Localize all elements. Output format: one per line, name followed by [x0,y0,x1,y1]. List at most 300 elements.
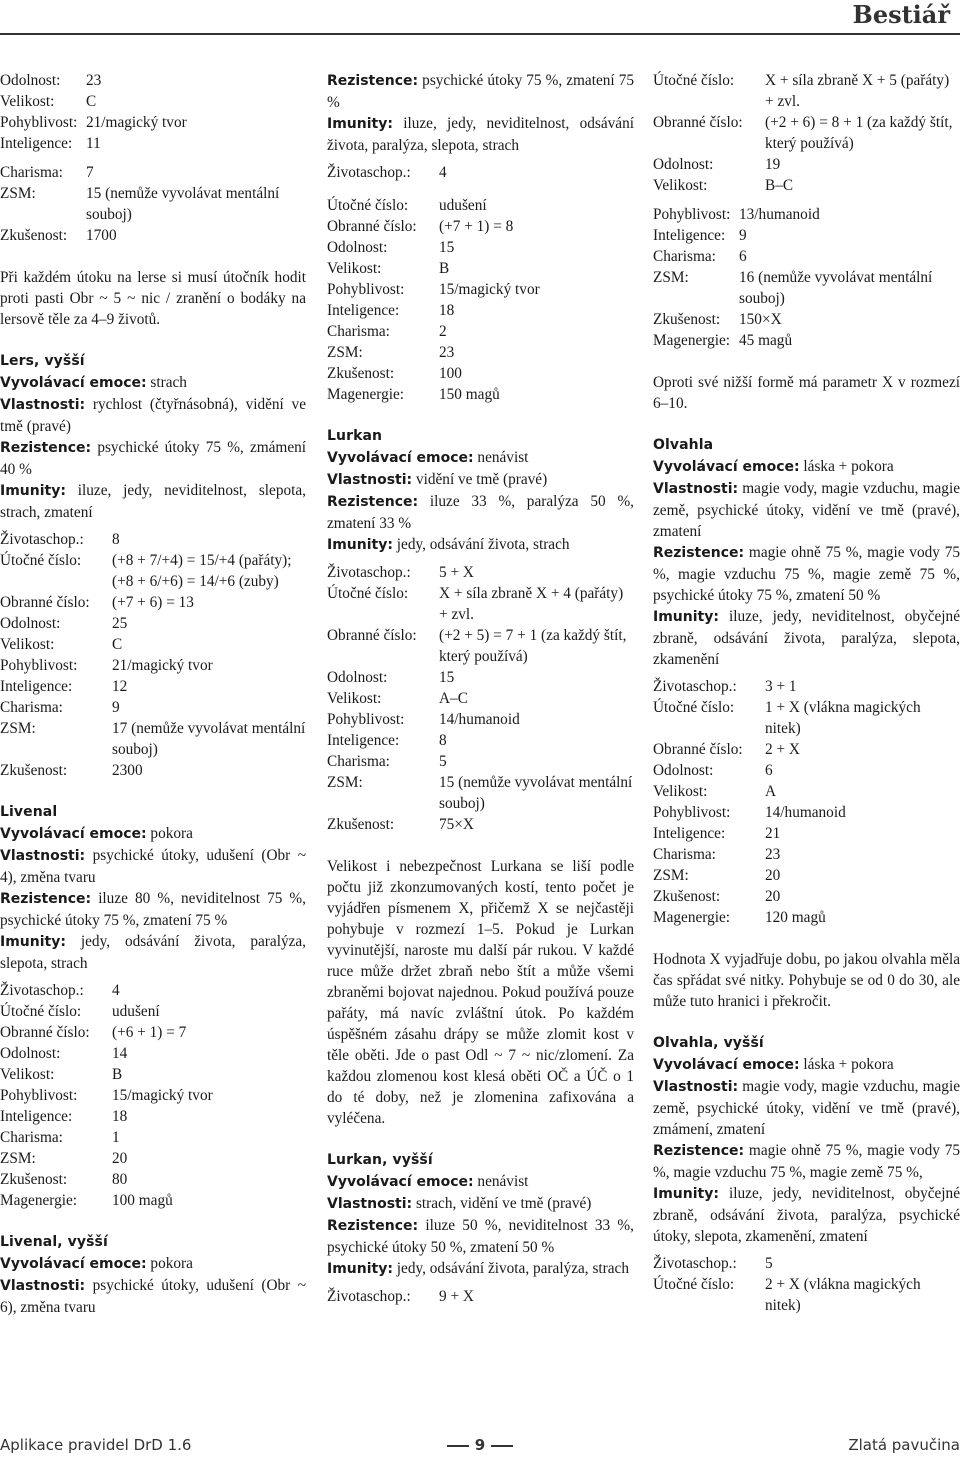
stat-label: Pohyblivost: [653,804,731,821]
stat-label: Obranné číslo: [653,114,743,131]
stat-value: 15/magický tvor [112,1087,213,1104]
property-line [0,931,306,974]
property-text: láska + pokora [803,458,894,475]
stat-label: Charisma: [327,753,390,770]
stat-row [327,688,634,709]
property-label: Vyvolávací emoce: [653,459,800,475]
stat-row [0,980,306,1001]
stat-label: Velikost: [0,636,55,653]
property-label: Vyvolávací emoce: [0,826,147,842]
paragraph: Oproti své nižší formě má parametr X v rozmezí 6–10. [653,374,960,412]
stat-label: Odolnost: [0,1045,61,1062]
stat-value: 20 [112,1150,128,1167]
stat-label: Útočné číslo: [327,197,409,214]
stat-row [0,676,306,697]
stat-value: 23 [86,72,102,89]
property-label: Rezistence: [327,1218,419,1234]
property-text: magie vody, magie vzduchu, magie země, psychické útoky, vidění ve tmě (pravé), zmatení [653,480,960,540]
property-text: nenávist [477,449,529,466]
property-label: Imunity: [327,537,393,553]
property-line [653,606,960,670]
property-text: strach, vidění ve tmě (pravé) [415,1195,592,1212]
footer-left: Aplikace pravidel DrD 1.6 [0,1436,192,1454]
stat-value: (+8 + 7/+4) = 15/+4 (pařáty); (+8 + 6/+6) = 14/+6 (zuby) [112,552,292,590]
stat-value: 17 (nemůže vyvolávat mentální souboj) [112,720,306,758]
stat-value: 150 magů [439,386,500,403]
stat-row [0,718,306,760]
property-label: Imunity: [0,934,66,950]
property-line [0,1275,306,1318]
stat-label: Odolnost: [0,615,61,632]
stat-value: 100 [439,365,462,382]
stat-row [653,246,960,267]
stat-row [327,751,634,772]
stat-label: Charisma: [653,846,716,863]
property-line [653,542,960,606]
stat-label: Inteligence: [653,227,726,244]
stat-label: Odolnost: [653,156,714,173]
property-label: Imunity: [653,609,719,625]
stat-label: Pohyblivost: [0,657,78,674]
stat-block [327,1286,634,1307]
stat-value: 5 [439,753,447,770]
property-line [653,456,960,478]
property-label: Vlastnosti: [0,1278,86,1294]
property-label: Vlastnosti: [0,397,86,413]
property-line [327,1171,634,1193]
stat-value: 15/magický tvor [439,281,540,298]
stat-row [327,279,634,300]
stat-label: Magenergie: [653,332,731,349]
property-label: Vlastnosti: [0,848,86,864]
stat-row [327,162,634,183]
stat-row [653,267,960,309]
stat-label: Velikost: [327,690,382,707]
footer-right: Zlatá pavučina [848,1436,960,1454]
property-text: vidění ve tmě (pravé) [415,471,548,488]
stat-label: Pohyblivost: [327,281,405,298]
property-line [0,394,306,437]
stat-row [0,1106,306,1127]
property-label: Vyvolávací emoce: [327,1174,474,1190]
stat-value: 3 + 1 [765,678,797,695]
property-line [653,1183,960,1247]
stat-row [0,1169,306,1190]
stat-label: Útočné číslo: [653,699,735,716]
stat-block [653,70,960,196]
stat-label: Obranné číslo: [327,627,417,644]
stat-value: (+2 + 6) = 8 + 1 (za každý štít, který používá) [765,114,953,152]
property-line [653,1140,960,1183]
property-line [0,437,306,480]
section-heading: Olvahla, vyšší [653,1035,764,1051]
stat-label: Magenergie: [327,386,405,403]
stat-label: Charisma: [653,248,716,265]
property-line [0,845,306,888]
property-label: Rezistence: [0,891,92,907]
stat-value: 16 (nemůže vyvolávat mentální souboj) [739,269,933,307]
stat-row [653,70,960,112]
property-label: Imunity: [327,1261,393,1277]
stat-value: (+7 + 1) = 8 [439,218,514,235]
property-line [327,491,634,534]
stat-row [0,550,306,592]
stat-label: Inteligence: [327,302,400,319]
stat-block [653,1253,960,1316]
stat-label: Životaschop.: [327,1288,411,1305]
page-footer [0,1436,960,1460]
property-label: Rezistence: [653,1143,745,1159]
stat-row [327,709,634,730]
property-text: iluze, jedy, neviditelnost, odsávání života, paralýza, slepota, strach [327,115,634,154]
stat-value: 21 [765,825,781,842]
stat-value: 15 (nemůže vyvolávat mentální souboj) [86,185,280,223]
stat-row [653,225,960,246]
stat-value: 45 magů [739,332,793,349]
stat-label: Obranné číslo: [0,1024,90,1041]
stat-row [0,1043,306,1064]
stat-label: Zkušenost: [653,311,721,328]
property-text: jedy, odsávání života, paralýza, strach [396,1260,629,1277]
stat-label: ZSM: [0,185,36,202]
property-line [327,469,634,491]
stat-row [653,112,960,154]
stat-value: 15 (nemůže vyvolávat mentální souboj) [439,774,633,812]
property-text: iluze 50 %, neviditelnost 33 %, psychické útoky 50 %, zmatení 50 % [327,1217,634,1256]
property-line [327,534,634,556]
stat-value: 2 + X [765,741,800,758]
stat-row [0,1127,306,1148]
property-label: Imunity: [327,116,393,132]
stat-block [0,529,306,781]
stat-row [653,802,960,823]
property-label: Vyvolávací emoce: [0,375,147,391]
property-line [327,1193,634,1215]
stat-label: ZSM: [327,774,363,791]
stat-value: 9 + X [439,1288,474,1305]
stat-label: Útočné číslo: [0,552,82,569]
stat-value: 9 [112,699,120,716]
property-line [0,480,306,523]
stat-row [327,258,634,279]
stat-value: 1 [112,1129,120,1146]
property-label: Rezistence: [327,73,419,89]
stat-block [327,195,634,405]
stat-block [653,676,960,928]
stat-label: Odolnost: [653,762,714,779]
stat-label: Zkušenost: [0,1171,68,1188]
stat-value: 1700 [86,227,117,244]
stat-label: Životaschop.: [653,678,737,695]
property-label: Rezistence: [0,440,92,456]
stat-label: Inteligence: [653,825,726,842]
stat-row [653,781,960,802]
section-heading: Lurkan, vyšší [327,1152,433,1168]
stat-value: 6 [765,762,773,779]
stat-block [0,162,306,246]
property-label: Imunity: [653,1186,719,1202]
stat-label: Útočné číslo: [653,72,735,89]
stat-block [653,204,960,351]
stat-value: 13/humanoid [739,206,820,223]
stat-value: C [86,93,97,110]
stat-row [327,195,634,216]
stat-label: Inteligence: [0,1108,73,1125]
property-line [327,447,634,469]
stat-row [327,814,634,835]
stat-label: Odolnost: [0,72,61,89]
stat-row [0,1190,306,1211]
stat-label: Obranné číslo: [653,741,743,758]
property-line [653,1076,960,1140]
property-label: Vlastnosti: [327,472,413,488]
stat-label: Zkušenost: [327,816,395,833]
stat-row [0,225,306,246]
stat-row [653,175,960,196]
stat-row [0,1085,306,1106]
stat-value: 23 [439,344,455,361]
paragraph: Velikost i nebezpečnost Lurkana se liší podle počtu již zkonzumovaných kostí, tento počet je vyjádřen písmenem X, přičemž X se nejčastěji pohybuje v rozmezí 1–5. Pokud je Lurkan vyvinutější, naroste mu další pár rukou. V každé ruce může držet zbraň nebo štít a může všemi zbraněmi bojovat najednou. Pokud používá pouze pařáty, má navíc zvláštní útok. Po každém úspěšném zásahu drápy se může zlomit kost v těle oběti. Jde o past Odl ~ 7 ~ nic/zlomení. Za každou zlomenou kost klesá oběti OČ a ÚČ o 1 do té doby, než je zlomenina zafixována a vyléčena. [327,858,634,1127]
stat-value: X + síla zbraně X + 5 (pařáty) + zvl. [765,72,950,110]
property-label: Imunity: [0,483,66,499]
stat-block [0,980,306,1211]
stat-value: 2 [439,323,447,340]
stat-value: 75×X [439,816,474,833]
stat-label: Životaschop.: [0,982,84,999]
stat-value: A [765,783,777,800]
stat-value: (+6 + 1) = 7 [112,1024,187,1041]
stat-label: ZSM: [327,344,363,361]
stat-row [653,865,960,886]
stat-value: 80 [112,1171,128,1188]
property-text: iluze, jedy, neviditelnost, obyčejné zbraně, odsávání života, paralýza, slepota, zkamenění [653,608,960,668]
stat-row [327,1286,634,1307]
stat-value: 7 [86,164,94,181]
stat-value: 150×X [739,311,782,328]
property-line [327,113,634,156]
property-label: Vyvolávací emoce: [327,450,474,466]
stat-row [653,886,960,907]
property-line [0,1253,306,1275]
stat-block [327,562,634,835]
stat-label: Charisma: [0,164,63,181]
stat-label: Velikost: [653,177,708,194]
stat-row [327,237,634,258]
stat-block [327,162,634,183]
stat-label: ZSM: [653,867,689,884]
property-text: nenávist [477,1173,529,1190]
stat-label: Zkušenost: [0,762,68,779]
stat-label: Pohyblivost: [0,114,78,131]
stat-label: Pohyblivost: [0,1087,78,1104]
stat-label: Inteligence: [0,678,73,695]
stat-row [0,1022,306,1043]
stat-label: Velikost: [0,93,55,110]
property-text: psychické útoky 75 %, zmámení 40 % [0,439,307,478]
page-title: Bestiář [852,0,950,29]
stat-value: 6 [739,248,747,265]
stat-label: Obranné číslo: [327,218,417,235]
stat-row [327,625,634,667]
stat-value: 19 [765,156,781,173]
stat-label: ZSM: [0,1150,36,1167]
stat-value: 15 [439,239,455,256]
property-text: rychlost (čtyřnásobná), vidění ve tmě (pravé) [0,396,306,435]
stat-row [653,907,960,928]
property-text: iluze, jedy, neviditelnost, obyčejné zbraně, odsávání života, paralýza, psychické útoky, slepota, zkamenění, zmatení [653,1185,960,1245]
property-text: jedy, odsávání života, paralýza, slepota, strach [0,933,306,972]
stat-row [0,112,306,133]
property-text: strach [150,374,187,391]
stat-row [653,760,960,781]
page-number-text: 9 [474,1436,486,1454]
stat-value: 100 magů [112,1192,173,1209]
property-text: iluze 80 %, neviditelnost 75 %, psychické útoky 75 %, zmatení 75 % [0,890,306,929]
stat-label: Obranné číslo: [0,594,90,611]
property-line [327,1258,634,1280]
stat-value: B [439,260,450,277]
stat-label: Velikost: [327,260,382,277]
property-label: Rezistence: [327,494,419,510]
stat-value: 4 [439,164,447,181]
stat-value: 120 magů [765,909,826,926]
stat-row [0,529,306,550]
stat-value: 9 [739,227,747,244]
stat-value: udušení [112,1003,160,1020]
stat-row [653,676,960,697]
stat-value: B [112,1066,123,1083]
stat-value: 23 [765,846,781,863]
stat-value: 2 + X (vlákna magických nitek) [765,1276,921,1314]
stat-label: Životaschop.: [0,531,84,548]
section-heading: Livenal, vyšší [0,1234,108,1250]
stat-label: Útočné číslo: [327,585,409,602]
property-label: Vyvolávací emoce: [653,1057,800,1073]
stat-row [653,154,960,175]
stat-block [0,70,306,154]
stat-value: (+7 + 6) = 13 [112,594,194,611]
stat-label: Útočné číslo: [0,1003,82,1020]
paragraph: Hodnota X vyjadřuje dobu, po jakou olvahla měla čas spřádat své nitky. Pohybuje se od 0 do 30, ale může tuto hranici i překročit. [653,951,960,1010]
property-line [0,372,306,394]
stat-row [653,309,960,330]
stat-row [653,1253,960,1274]
stat-value: 14 [112,1045,128,1062]
stat-row [653,697,960,739]
stat-row [327,342,634,363]
stat-value: udušení [439,197,487,214]
stat-label: Inteligence: [327,732,400,749]
header-rule [0,33,960,35]
stat-label: Odolnost: [327,669,388,686]
stat-value: B–C [765,177,794,194]
stat-label: Velikost: [0,1066,55,1083]
property-line [653,1054,960,1076]
stat-value: 25 [112,615,128,632]
stat-row [327,321,634,342]
stat-row [0,613,306,634]
stat-row [0,162,306,183]
stat-row [327,667,634,688]
property-text: láska + pokora [803,1056,894,1073]
stat-row [327,216,634,237]
stat-value: 21/magický tvor [86,114,187,131]
stat-row [653,823,960,844]
stat-row [0,70,306,91]
section-heading: Lers, vyšší [0,353,85,369]
stat-value: 15 [439,669,455,686]
stat-label: Inteligence: [0,135,73,152]
stat-value: A–C [439,690,468,707]
stat-row [327,730,634,751]
stat-value: C [112,636,123,653]
stat-value: 2300 [112,762,143,779]
stat-value: 5 + X [439,564,474,581]
stat-label: Magenergie: [653,909,731,926]
stat-row [0,183,306,225]
paragraph: Při každém útoku na lerse si musí útočník hodit proti pasti Obr ~ 5 ~ nic / zranění o bodáky na lersově těle za 4–9 životů. [0,269,306,328]
stat-value: 4 [112,982,120,999]
property-text: magie vody, magie vzduchu, magie země, psychické útoky, vidění ve tmě (pravé), zmámení, zmatení [653,1078,960,1138]
stat-value: 20 [765,867,781,884]
stat-label: Zkušenost: [653,888,721,905]
stat-row [0,760,306,781]
stat-label: Životaschop.: [327,564,411,581]
property-line [0,888,306,931]
stat-label: Pohyblivost: [327,711,405,728]
property-text: jedy, odsávání života, strach [396,536,570,553]
stat-label: Velikost: [653,783,708,800]
stat-row [327,772,634,814]
property-text: psychické útoky 75 %, zmatení 75 % [327,72,634,111]
stat-value: (+2 + 5) = 7 + 1 (za každý štít, který používá) [439,627,627,665]
column-right [653,70,960,1337]
stat-row [327,562,634,583]
stat-row [0,1064,306,1085]
section-heading: Olvahla [653,437,714,453]
property-label: Vlastnosti: [327,1196,413,1212]
stat-label: Životaschop.: [327,164,411,181]
property-label: Vlastnosti: [653,481,739,497]
property-text: magie ohně 75 %, magie vody 75 %, magie vzduchu 75 %, magie země 75 %, psychické útoky 75 %, zmatení 50 % [653,544,960,604]
stat-row [0,592,306,613]
stat-row [653,330,960,351]
stat-row [0,1001,306,1022]
section-heading: Livenal [0,804,58,820]
stat-label: Charisma: [0,1129,63,1146]
column-left [0,70,306,1324]
property-text: pokora [150,1255,193,1272]
stat-value: 21/magický tvor [112,657,213,674]
stat-row [0,1148,306,1169]
stat-value: 14/humanoid [765,804,846,821]
stat-row [0,91,306,112]
stat-value: 14/humanoid [439,711,520,728]
property-text: psychické útoky, udušení (Obr ~ 6), změna tvaru [0,1277,307,1316]
stat-row [0,634,306,655]
stat-label: Životaschop.: [653,1255,737,1272]
property-text: psychické útoky, udušení (Obr ~ 4), změna tvaru [0,847,307,886]
stat-row [327,384,634,405]
property-text: pokora [150,825,193,842]
property-line [327,1215,634,1258]
page-number [0,1436,960,1454]
property-line [0,823,306,845]
column-middle [327,70,634,1328]
stat-label: Odolnost: [327,239,388,256]
stat-value: 18 [439,302,455,319]
property-label: Vyvolávací emoce: [0,1256,147,1272]
